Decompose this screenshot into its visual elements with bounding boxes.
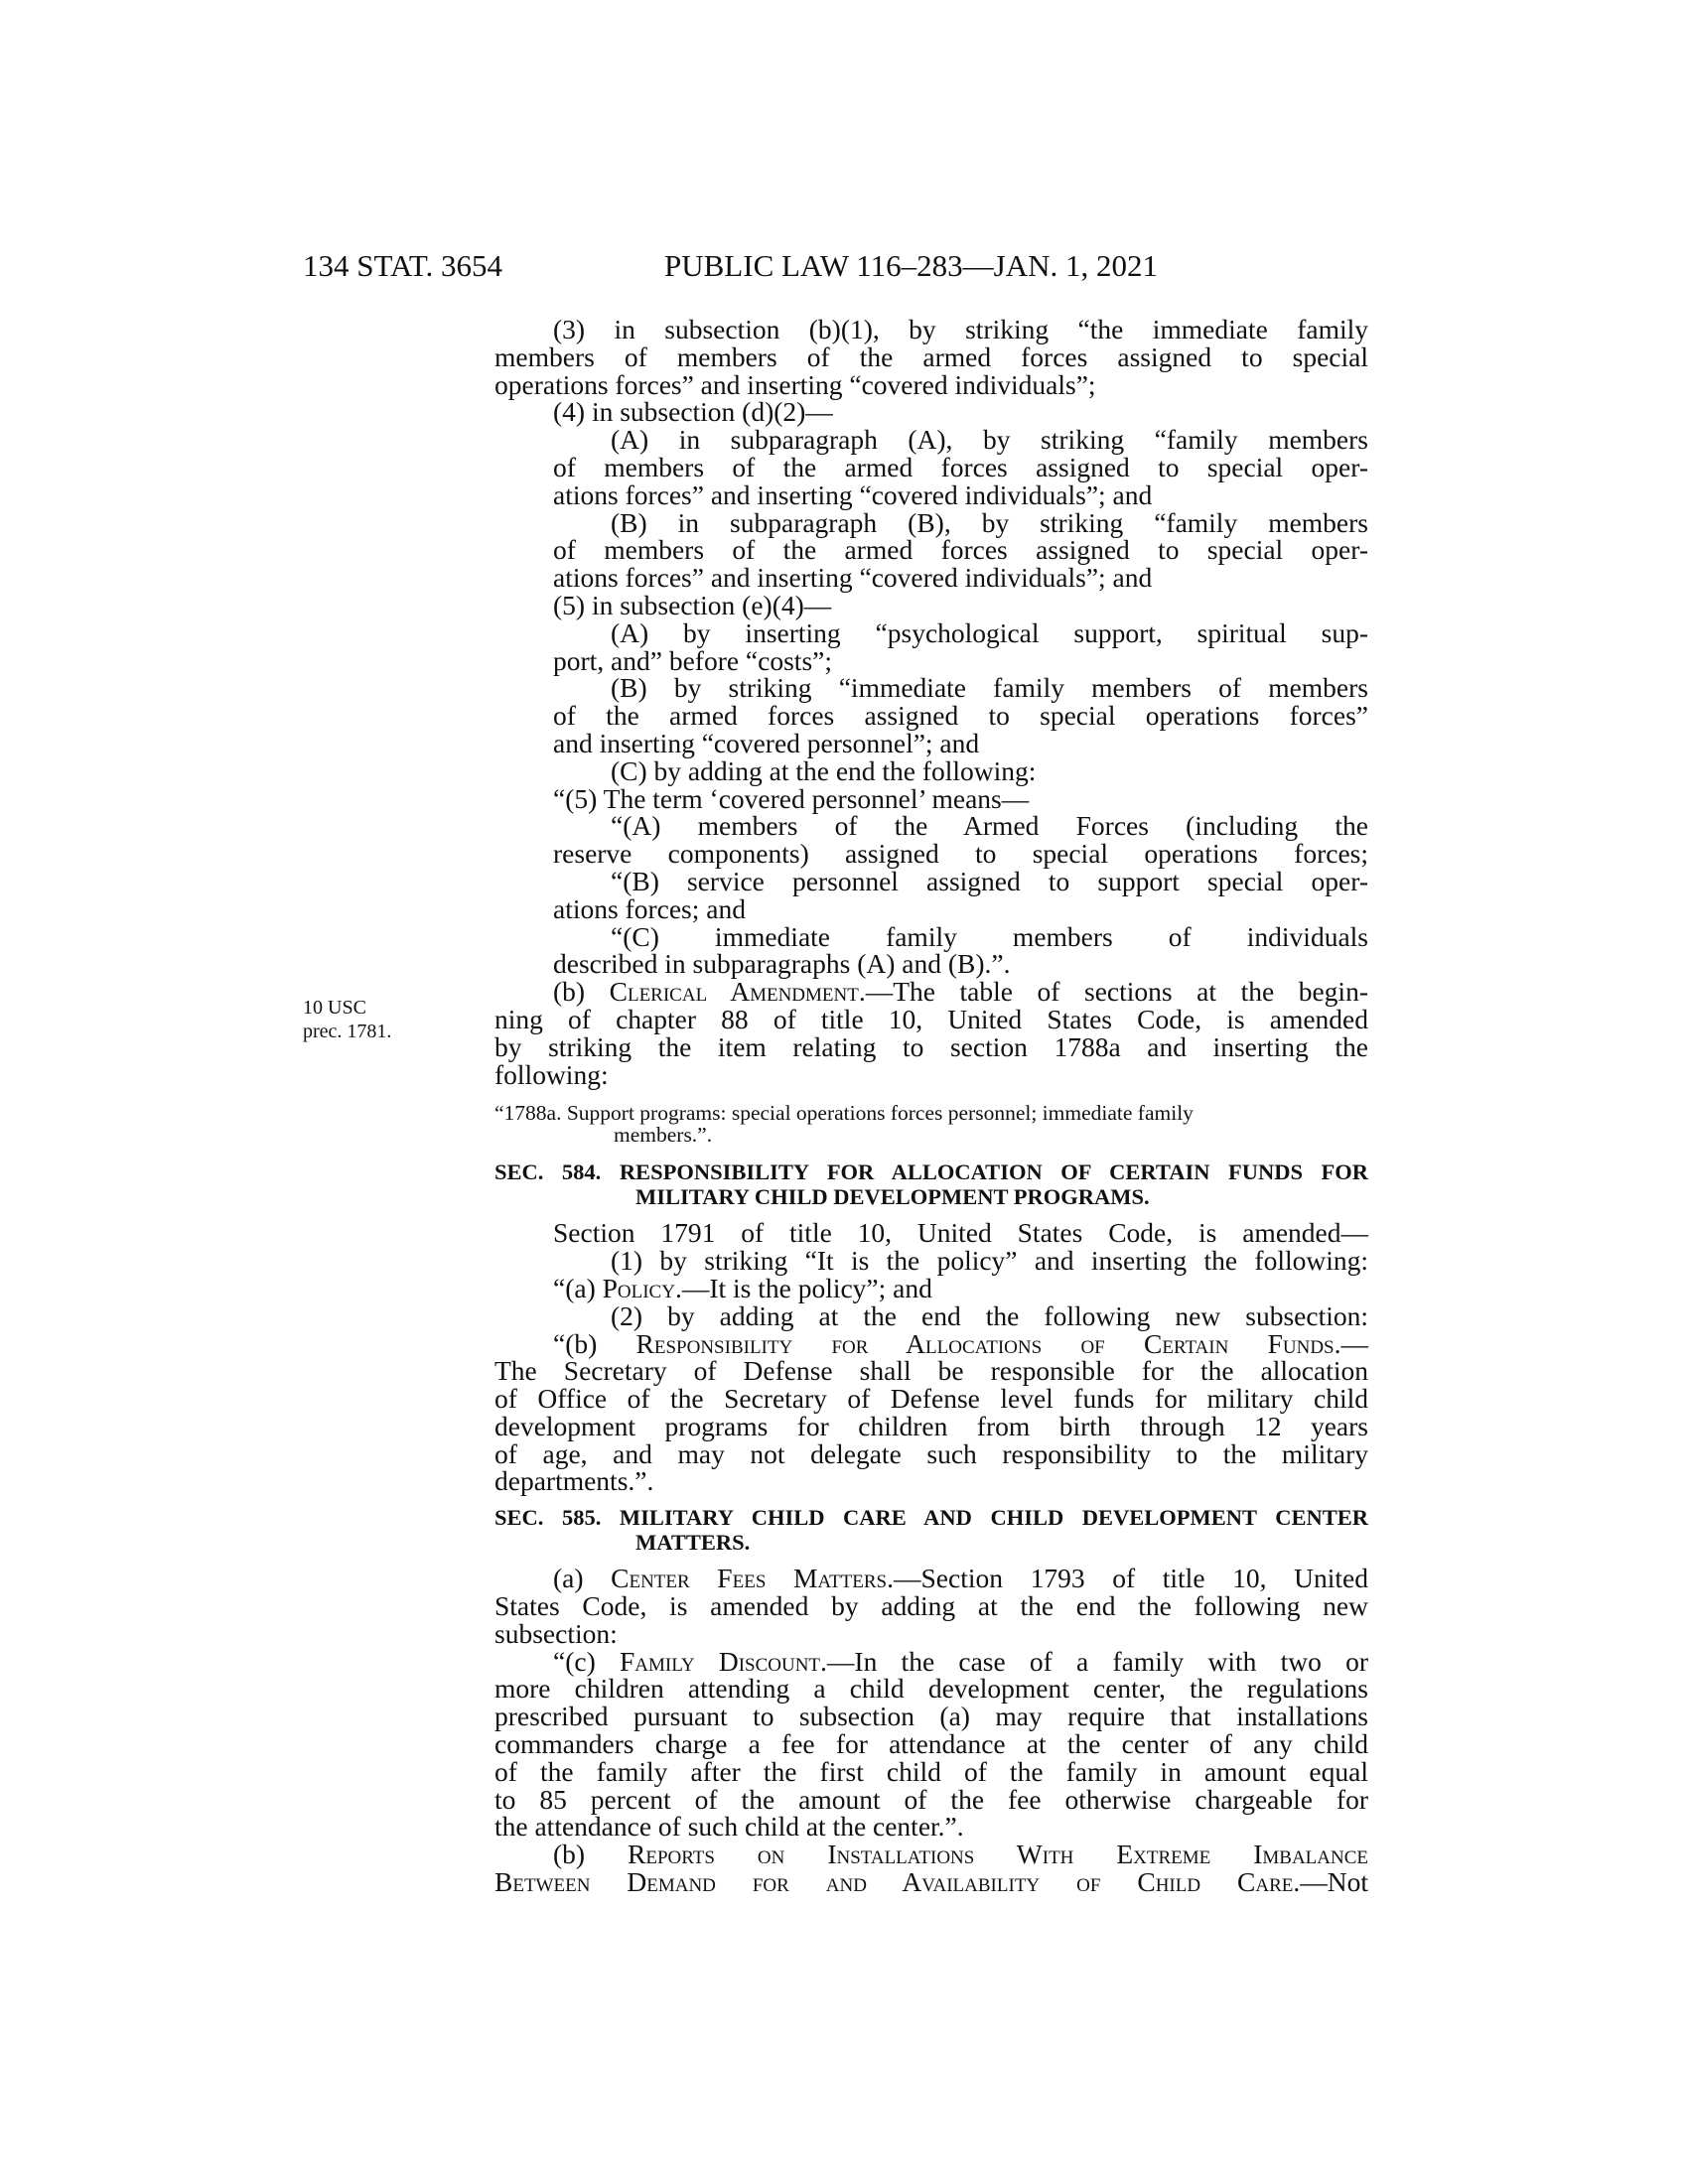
text-line: following:	[494, 1058, 609, 1090]
text-run: .—In the case of a family with two or	[820, 1645, 1368, 1677]
text-line: development programs for children from birth through 12 years	[494, 1410, 1368, 1441]
text-line: departments.”.	[494, 1465, 654, 1497]
text-line: (5) in subsection (e)(4)—	[553, 589, 832, 620]
text-line	[494, 978, 1368, 1006]
text-line: “(C) immediate family members of individuals	[611, 920, 1368, 952]
text-run: .—Not	[1293, 1866, 1368, 1898]
section-heading: MILITARY CHILD DEVELOPMENT PROGRAMS.	[635, 1184, 1150, 1210]
text-line: subsection:	[494, 1617, 618, 1649]
text-line: by striking the item relating to section 1788a and inserting the	[494, 1030, 1368, 1062]
text-line: “(B) service personnel assigned to support special oper-	[611, 865, 1368, 896]
text-line	[494, 1841, 1368, 1868]
margin-note-line: prec. 1781.	[303, 1021, 392, 1042]
text-run: .—Section 1793 of title 10, United	[887, 1563, 1368, 1594]
text-line	[494, 1272, 1368, 1303]
text-line: of age, and may not delegate such responsibility to the military	[494, 1437, 1368, 1469]
text-line: Section 1791 of title 10, United States Code, is amended—	[553, 1217, 1368, 1249]
text-run: .—	[1334, 1327, 1368, 1359]
text-line	[494, 1645, 1368, 1677]
text-line: (4) in subsection (d)(2)—	[553, 396, 833, 428]
text-line	[494, 1327, 1368, 1359]
text-line: prescribed pursuant to subsection (a) may require that installations	[494, 1701, 1368, 1732]
text-line: ations forces; and	[553, 892, 746, 924]
text-line: members of members of the armed forces assigned to special	[494, 341, 1368, 372]
heading-run: Center Fees Matters	[611, 1563, 888, 1594]
document-body	[494, 316, 1368, 1896]
text-run: (b)	[553, 1839, 629, 1870]
text-line: commanders charge a fee for attendance at the center of any child	[494, 1728, 1368, 1760]
heading-run: Responsibility for Allocations of Certain Funds	[635, 1327, 1335, 1359]
section-heading: SEC. 585. MILITARY CHILD CARE AND CHILD DEVELOPMENT CENTER	[494, 1505, 1368, 1531]
text-line: (3) in subsection (b)(1), by striking “the immediate family	[553, 314, 1368, 344]
text-line: of members of the armed forces assigned to special oper-	[553, 451, 1368, 482]
text-run: (b)	[553, 976, 610, 1008]
running-header-title: PUBLIC LAW 116–283—JAN. 1, 2021	[664, 248, 1158, 283]
text-line: the attendance of such child at the center.”.	[494, 1811, 964, 1843]
heading-run: Family Discount	[619, 1645, 821, 1677]
text-line: (A) in subparagraph (A), by striking “family members	[611, 424, 1368, 456]
text-line: ations forces” and inserting “covered individuals”; and	[553, 562, 1153, 594]
text-line: operations forces” and inserting “covered individuals”;	[494, 368, 1096, 400]
text-line: of members of the armed forces assigned to special oper-	[553, 534, 1368, 566]
text-line: to 85 percent of the amount of the fee otherwise chargeable for	[494, 1783, 1368, 1815]
text-line: of the armed forces assigned to special operations forces”	[553, 700, 1368, 732]
text-line: (C) by adding at the end the following:	[611, 754, 1037, 786]
text-line: reserve components) assigned to special operations forces;	[553, 838, 1368, 870]
text-line: described in subparagraphs (A) and (B).”.	[553, 948, 1011, 980]
text-run: .—The table of sections at the begin-	[858, 976, 1368, 1008]
text-line: (A) by inserting “psychological support, spiritual sup-	[611, 616, 1368, 648]
text-run: “(c)	[553, 1645, 620, 1677]
text-line: of the family after the first child of the family in amount equal	[494, 1755, 1368, 1787]
section-heading: SEC. 584. RESPONSIBILITY FOR ALLOCATION OF CERTAIN FUNDS FOR	[494, 1160, 1368, 1185]
heading-run: Clerical Amendment	[609, 976, 859, 1008]
text-line: of Office of the Secretary of Defense level funds for military child	[494, 1383, 1368, 1415]
text-line: States Code, is amended by adding at the end the following new	[494, 1590, 1368, 1622]
text-line: ations forces” and inserting “covered individuals”; and	[553, 478, 1153, 510]
table-item-line: “1788a. Support programs: special operations forces personnel; immediate family	[494, 1101, 1194, 1126]
page-stat-citation: 134 STAT. 3654	[303, 248, 503, 283]
text-line: “(A) members of the Armed Forces (including the	[611, 810, 1368, 842]
text-line: (B) in subparagraph (B), by striking “family members	[611, 506, 1368, 538]
table-item-line: members.”.	[614, 1123, 713, 1148]
text-line: ning of chapter 88 of title 10, United States Code, is amended	[494, 1003, 1368, 1034]
text-line: more children attending a child development center, the regulations	[494, 1673, 1368, 1705]
text-line: (1) by striking “It is the policy” and inserting the following:	[611, 1245, 1368, 1277]
margin-note-line: 10 USC	[303, 997, 366, 1019]
text-line: port, and” before “costs”;	[553, 644, 832, 676]
heading-run: Reports on Installations With Extreme Imbalance	[628, 1839, 1368, 1870]
text-line	[494, 1868, 1368, 1896]
text-line: and inserting “covered personnel”; and	[553, 727, 980, 758]
text-line: (2) by adding at the end the following new subsection:	[611, 1299, 1368, 1331]
text-line	[494, 1565, 1368, 1592]
text-line: “(5) The term ‘covered personnel’ means—	[553, 782, 1030, 814]
margin-note	[303, 996, 391, 1043]
text-run: (a)	[553, 1563, 612, 1594]
section-heading: MATTERS.	[635, 1530, 751, 1556]
text-run: .—It is the policy”; and	[674, 1272, 932, 1303]
text-line: (B) by striking “immediate family members of members	[611, 672, 1368, 704]
heading-run: Between Demand for and Availability of Child Care	[494, 1866, 1294, 1898]
text-line: The Secretary of Defense shall be responsible for the allocation	[494, 1355, 1368, 1387]
text-run: “(b)	[553, 1327, 636, 1359]
text-run: “(a)	[553, 1272, 603, 1303]
heading-run: Policy	[602, 1272, 675, 1303]
